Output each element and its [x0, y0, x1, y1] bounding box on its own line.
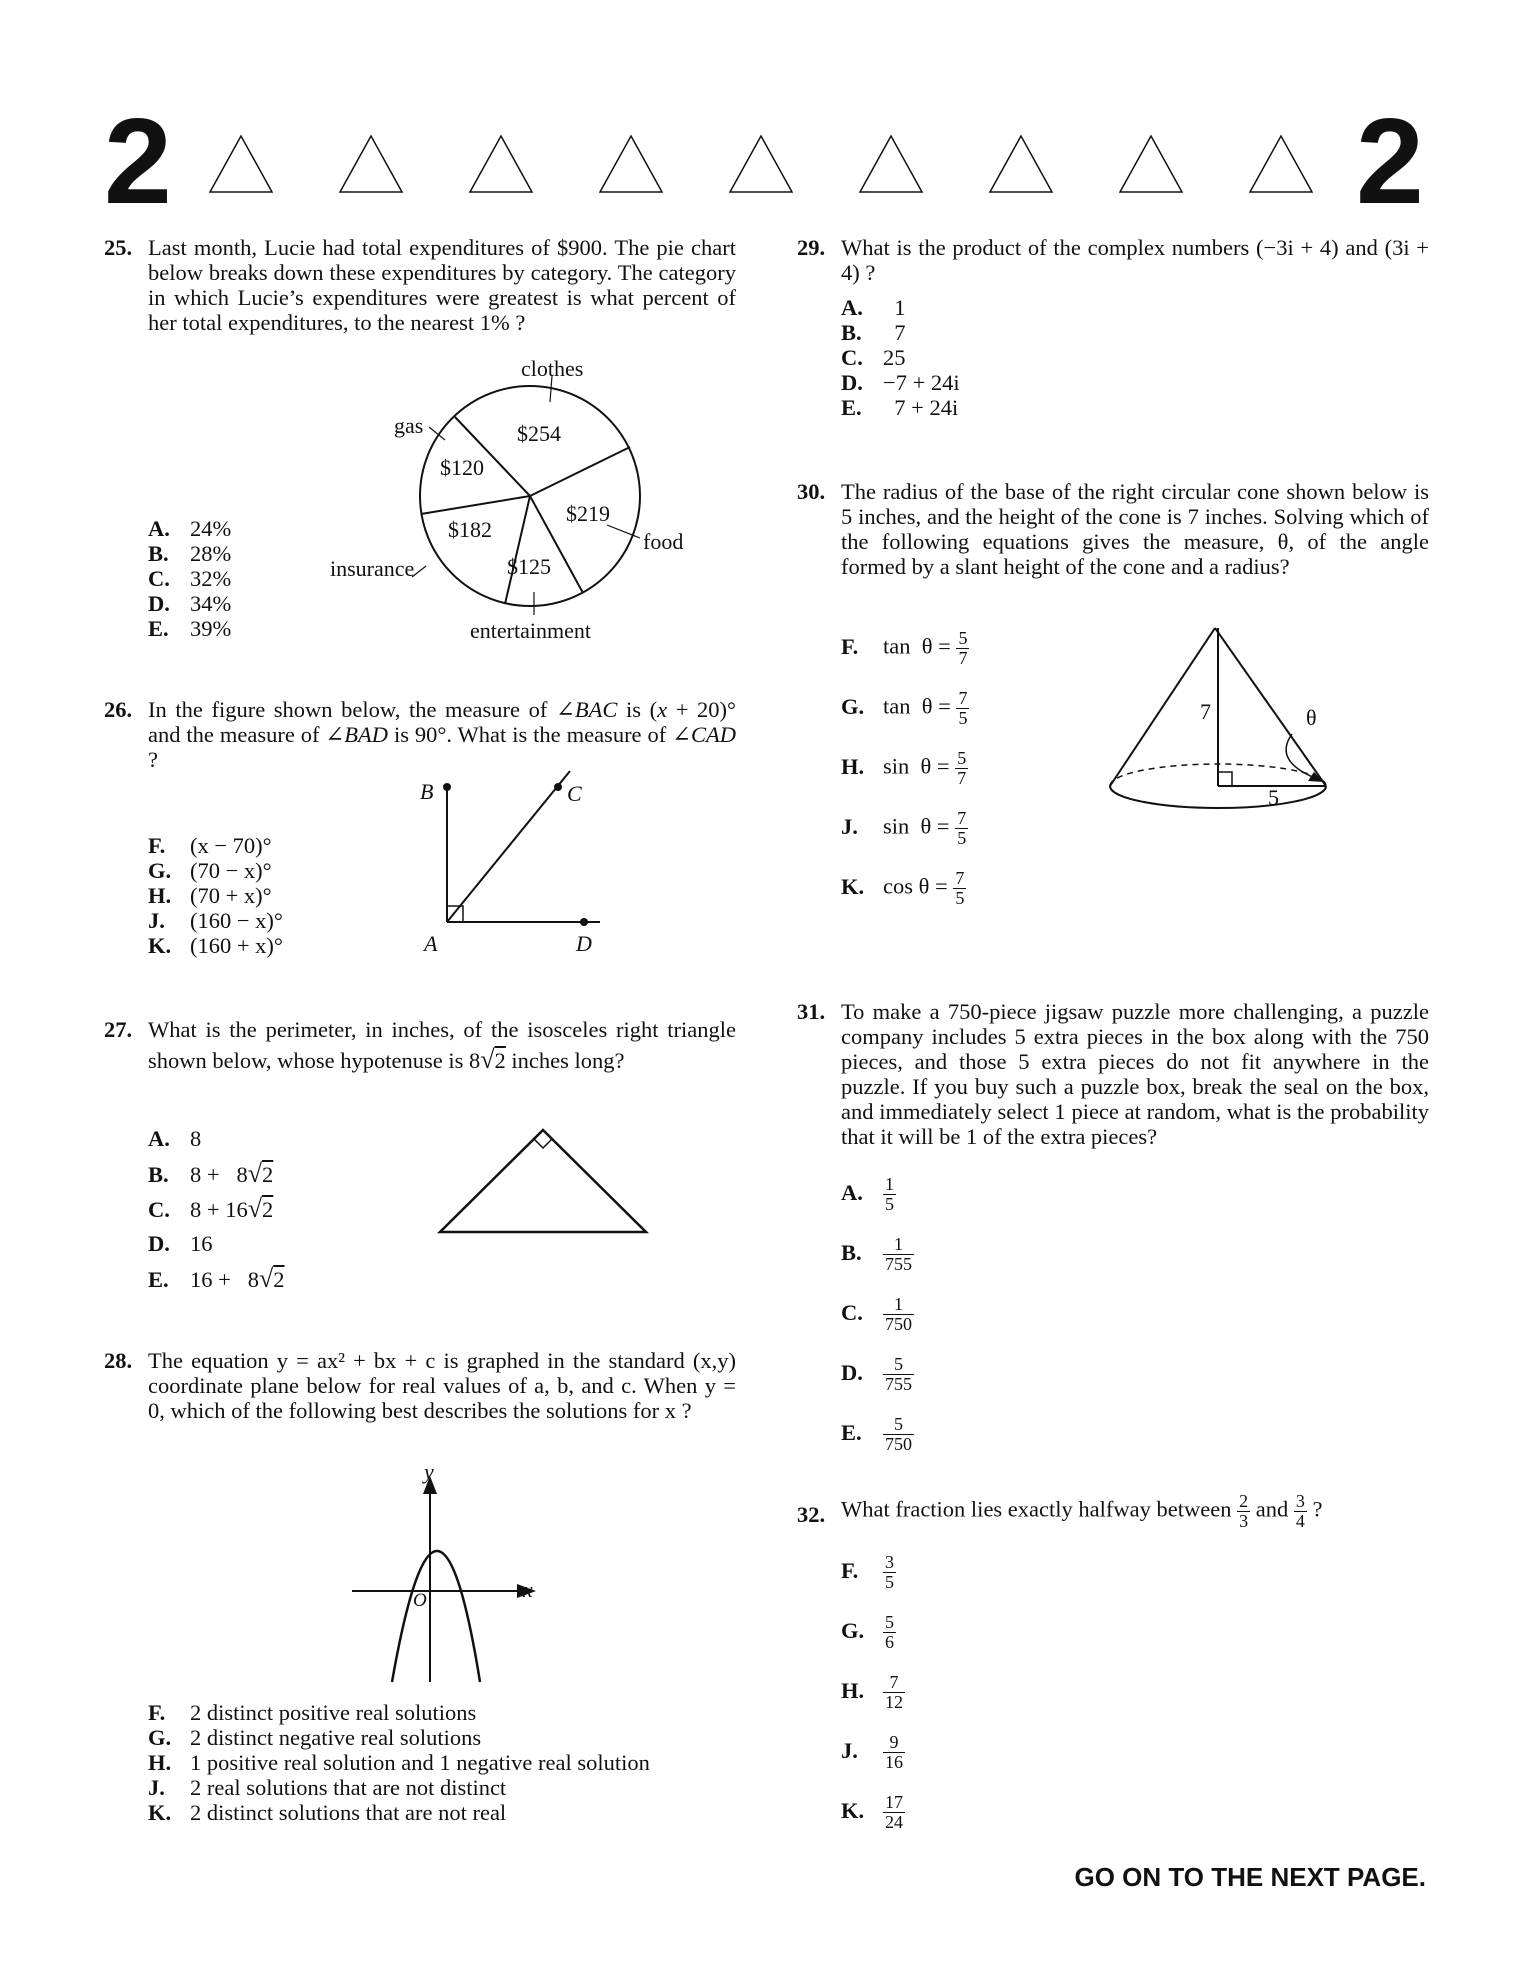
section-number-right: 2: [1356, 93, 1424, 229]
axis-label-x: x: [523, 1577, 533, 1602]
point-label-B: B: [420, 779, 434, 804]
choice-A[interactable]: A. 24%: [148, 516, 232, 541]
choice-H[interactable]: H. 1 positive real solution and 1 negative real solution: [148, 1750, 650, 1775]
question-text: Last month, Lucie had total expenditures of $900. The pie chart below breaks down these expenditures by category. The category in which Lucie’s expenditures were greatest is what percent of her total expenditures, to the nearest 1% ?: [148, 235, 736, 335]
go-on-next-page: GO ON TO THE NEXT PAGE.: [1074, 1862, 1426, 1892]
cone-angle-label: θ: [1306, 705, 1317, 730]
choice-B[interactable]: B. $\frac{1}{755}$: [841, 1234, 912, 1274]
angle-figure: [420, 765, 620, 945]
point-label-A: A: [424, 931, 438, 956]
choice-G[interactable]: G. $\frac{5}{6}$: [841, 1612, 894, 1652]
choice-H[interactable]: H. $\frac{7}{12}$: [841, 1672, 903, 1712]
triangle-icon: [210, 136, 272, 192]
pie-value-food: $219: [566, 501, 610, 526]
pie-value-gas: $120: [440, 455, 484, 480]
choice-A[interactable]: A. $\frac{1}{5}$: [841, 1174, 894, 1214]
section-number-left: 2: [104, 93, 172, 229]
choice-D[interactable]: D. $\frac{5}{755}$: [841, 1354, 912, 1394]
choice-A[interactable]: A. 1: [841, 295, 906, 320]
pie-label-entertainment: entertainment: [470, 618, 591, 643]
choice-G[interactable]: G. tan θ = $\frac{7}{5}$: [841, 688, 968, 728]
question-25: [104, 235, 736, 335]
choice-K[interactable]: K. cos θ = $\frac{7}{5}$: [841, 868, 965, 908]
choice-E[interactable]: E. 39%: [148, 616, 232, 641]
isosceles-right-triangle: [430, 1120, 650, 1240]
triangle-icon: [1250, 136, 1312, 192]
triangle-icon: [1120, 136, 1182, 192]
triangle-icon: [990, 136, 1052, 192]
triangle-icon: [860, 136, 922, 192]
choice-F[interactable]: F. (x − 70)°: [148, 833, 272, 858]
choice-F[interactable]: F. $\frac{3}{5}$: [841, 1552, 894, 1592]
choice-G[interactable]: G. 2 distinct negative real solutions: [148, 1725, 482, 1750]
pie-label-clothes: clothes: [521, 356, 584, 381]
question-30: [797, 479, 1429, 579]
question-number: 25.: [104, 235, 133, 260]
question-29: [797, 235, 1429, 285]
question-number: 32.: [797, 1502, 826, 1527]
choice-A[interactable]: A. 8: [148, 1126, 202, 1151]
question-number: 28.: [104, 1348, 133, 1373]
question-number: 27.: [104, 1017, 133, 1042]
point-label-C: C: [567, 781, 582, 806]
pie-label-food: food: [643, 529, 684, 554]
choice-J[interactable]: J. sin θ = $\frac{7}{5}$: [841, 808, 967, 848]
question-text: What is the perimeter, in inches, of the isosceles right triangle shown below, whose hypotenuse is 8√2 inches long?: [148, 1017, 736, 1074]
cone-height-label: 7: [1200, 699, 1211, 724]
choice-F[interactable]: F. 2 distinct positive real solutions: [148, 1700, 477, 1725]
choice-E[interactable]: E. 7 + 24i: [841, 395, 959, 420]
choice-H[interactable]: H. sin θ = $\frac{5}{7}$: [841, 748, 967, 788]
choice-J[interactable]: J. $\frac{9}{16}$: [841, 1732, 903, 1772]
choice-C[interactable]: C. 8 + 16√2: [148, 1194, 274, 1223]
pie-label-insurance: insurance: [330, 556, 415, 581]
choice-H[interactable]: H. (70 + x)°: [148, 883, 272, 908]
pie-value-clothes: $254: [517, 421, 561, 446]
choice-B[interactable]: B. 8 + 8√2: [148, 1159, 274, 1188]
question-text: In the figure shown below, the measure of ∠BAC is (x + 20)° and the measure of ∠BAD is 90°. What is the measure of ∠CAD ?: [148, 697, 737, 772]
choice-D[interactable]: D. −7 + 24i: [841, 370, 960, 395]
choice-C[interactable]: C. 25: [841, 345, 906, 370]
cone-radius-label: 5: [1268, 785, 1279, 810]
question-31: [797, 999, 1429, 1149]
choice-K[interactable]: K. $\frac{17}{24}$: [841, 1792, 903, 1832]
pie-value-insurance: $182: [448, 517, 492, 542]
question-number: 29.: [797, 235, 826, 260]
choice-B[interactable]: B. 7: [841, 320, 906, 345]
parabola-graph: [340, 1460, 560, 1690]
pie-value-entertainment: $125: [507, 554, 551, 579]
question-32: [797, 1492, 1477, 1531]
question-number: 31.: [797, 999, 826, 1024]
choice-K[interactable]: K. (160 + x)°: [148, 933, 283, 958]
choice-F[interactable]: F. tan θ = $\frac{5}{7}$: [841, 628, 968, 668]
question-text: The equation y = ax² + bx + c is graphed in the standard (x,y) coordinate plane below for real values of a, b, and c. When y = 0, which of the following best describes the solutions for x ?: [148, 1348, 736, 1423]
question-number: 26.: [104, 697, 133, 722]
choice-K[interactable]: K. 2 distinct solutions that are not real: [148, 1800, 507, 1825]
pie-label-gas: gas: [394, 413, 424, 438]
choice-J[interactable]: J. 2 real solutions that are not distinct: [148, 1775, 507, 1800]
choice-D[interactable]: D. 16: [148, 1231, 213, 1256]
choice-E[interactable]: E. $\frac{5}{750}$: [841, 1414, 912, 1454]
axis-label-y: y: [424, 1459, 434, 1484]
question-text: What is the product of the complex numbers (−3i + 4) and (3i + 4) ?: [841, 235, 1429, 285]
triangle-icon: [470, 136, 532, 192]
origin-label: O: [413, 1590, 427, 1611]
question-text: What fraction lies exactly halfway between $\frac{2}{3}$ and $\frac{3}{4}$ ?: [841, 1491, 1323, 1531]
question-number: 30.: [797, 479, 826, 504]
choice-G[interactable]: G. (70 − x)°: [148, 858, 272, 883]
triangle-icon: [730, 136, 792, 192]
choice-D[interactable]: D. 34%: [148, 591, 232, 616]
choice-J[interactable]: J. (160 − x)°: [148, 908, 283, 933]
choice-E[interactable]: E. 16 + 8√2: [148, 1264, 285, 1293]
header-triangles: [200, 130, 1340, 200]
question-text: The radius of the base of the right circular cone shown below is 5 inches, and the height of the cone is 7 inches. Solving which of the following equations gives the measure, θ, of the angle formed by a slant height of the cone and a radius?: [841, 479, 1429, 579]
choice-C[interactable]: C. 32%: [148, 566, 232, 591]
choice-B[interactable]: B. 28%: [148, 541, 232, 566]
question-28: [104, 1348, 736, 1423]
choice-C[interactable]: C. $\frac{1}{750}$: [841, 1294, 912, 1334]
question-26: [104, 697, 736, 772]
question-27: [104, 1015, 736, 1076]
triangle-icon: [340, 136, 402, 192]
question-text: To make a 750-piece jigsaw puzzle more challenging, a puzzle company includes 5 extra pieces in the box along with the 750 pieces, and those 5 extra pieces do not fit anywhere in the puzzle. If you buy such a puzzle box, break the seal on the box, and immediately select 1 piece at random, what is the probability that it will be 1 of the extra pieces?: [841, 999, 1429, 1149]
expenditure-pie-chart: [320, 350, 720, 650]
triangle-icon: [600, 136, 662, 192]
point-label-D: D: [576, 931, 592, 956]
